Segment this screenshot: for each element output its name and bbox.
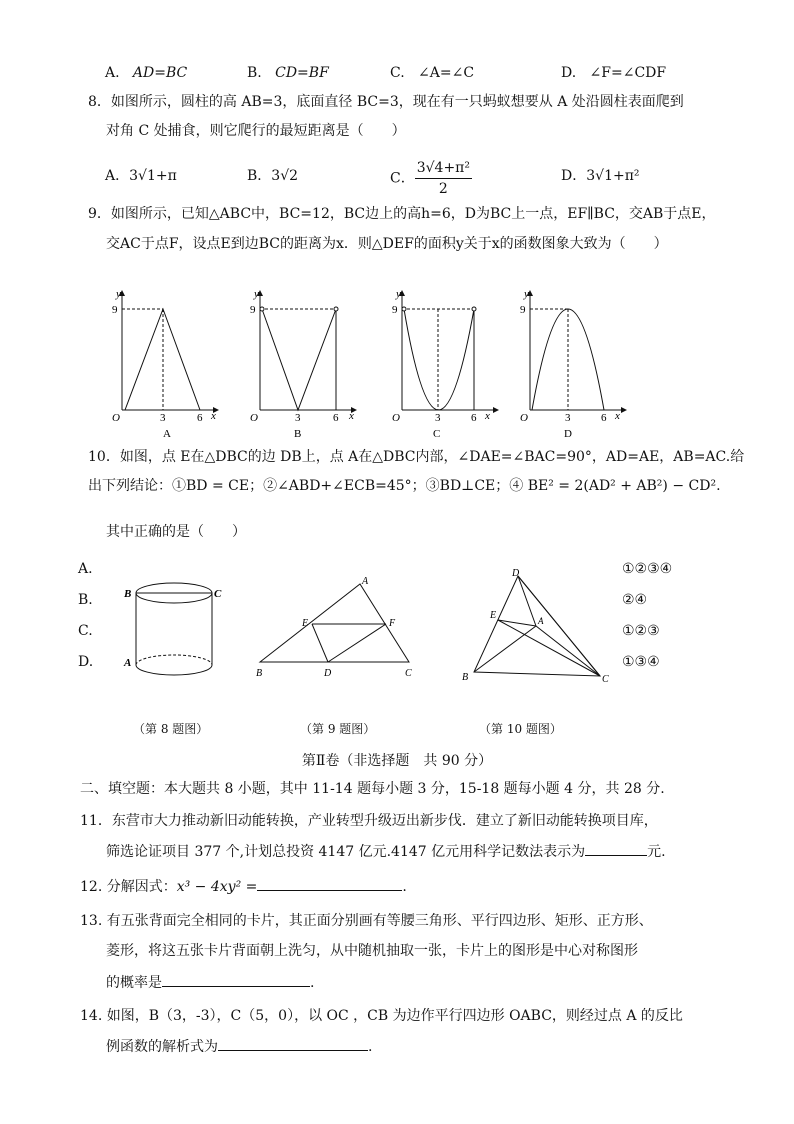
graph-a-y-label: y bbox=[116, 288, 121, 300]
q13-answer-blank[interactable] bbox=[162, 972, 310, 987]
fig9-caption: （第 9 题图） bbox=[300, 722, 376, 736]
graph-b-tick-9: 9 bbox=[250, 304, 256, 316]
graph-c-tick-9: 9 bbox=[392, 304, 398, 316]
q13-line3: 的概率是 . bbox=[106, 972, 314, 993]
graph-b-origin: O bbox=[250, 412, 258, 424]
fig10-label-e: E bbox=[490, 610, 497, 621]
section2-heading: 二、填空题：本大题共 8 小题，其中 11-14 题每小题 3 分，15-18 题每小题 4 分，共 28 分. bbox=[80, 781, 665, 797]
q12-line: 12. 分解因式：x³ − 4xy² = . bbox=[80, 876, 407, 897]
fig8-caption: （第 8 题图） bbox=[133, 722, 209, 736]
q10-stem-line2: 出下列结论：①BD = CE；②∠ABD+∠ECB=45°；③BD⊥CE；④ BE² = 2(AD² + AB²) − CD². bbox=[88, 478, 721, 494]
q7-option-a: A. AD=BC bbox=[105, 65, 188, 81]
graph-c-y-label: y bbox=[396, 288, 401, 300]
graph-d-tick-3: 3 bbox=[565, 412, 571, 424]
part2-title: 第Ⅱ卷（非选择题 共 90 分） bbox=[301, 753, 493, 769]
graph-a-origin: O bbox=[112, 412, 120, 424]
q10-option-d-value: ①③④ bbox=[622, 654, 660, 670]
graph-c-x-label: x bbox=[485, 410, 490, 422]
fig10-label-d: D bbox=[512, 568, 520, 579]
fig10-figure bbox=[462, 568, 609, 685]
q8-option-c: C． $\frac{\text{3√4+π²}}{2}$ bbox=[390, 160, 470, 197]
fig8-label-c: C bbox=[214, 588, 222, 600]
q10-option-b-label: B. bbox=[78, 592, 93, 608]
q13-line2: 菱形，将这五张卡片背面朝上洗匀，从中随机抽取一张，卡片上的图形是中心对称图形 bbox=[106, 943, 638, 959]
fig9-triangle bbox=[256, 576, 412, 679]
q8-option-c-numerator: 3√4+π² bbox=[415, 158, 472, 179]
graph-c-label: C bbox=[433, 428, 441, 440]
q10-stem-line3: 其中正确的是（ ） bbox=[106, 524, 246, 540]
graph-a-x-label: x bbox=[211, 410, 216, 422]
graph-c-tick-6: 6 bbox=[471, 412, 477, 424]
q10-option-d-label: D. bbox=[78, 654, 94, 670]
graph-c bbox=[392, 288, 498, 440]
q12-answer-blank[interactable] bbox=[257, 876, 402, 891]
q10-option-b-value: ②④ bbox=[622, 592, 648, 608]
q10-option-c-label: C. bbox=[78, 623, 93, 639]
q14-answer-blank[interactable] bbox=[218, 1036, 368, 1051]
graph-b-x-label: x bbox=[349, 410, 354, 422]
fig9-label-d: D bbox=[324, 668, 332, 679]
graph-a-tick-6: 6 bbox=[197, 412, 203, 424]
q10-option-c-value: ①②③ bbox=[622, 623, 660, 639]
fig9-label-b: B bbox=[256, 668, 263, 679]
graph-d-tick-6: 6 bbox=[601, 412, 607, 424]
fig9-label-a: A bbox=[362, 576, 369, 587]
q10-option-a-value: ①②③④ bbox=[622, 561, 673, 577]
q7-option-d: D. ∠F=∠CDF bbox=[561, 65, 667, 81]
fig10-label-b: B bbox=[462, 672, 469, 683]
graph-d-x-label: x bbox=[615, 410, 620, 422]
q7-option-b: B. CD=BF bbox=[247, 65, 329, 81]
q10-option-a-label: A. bbox=[78, 561, 93, 577]
q13-line1: 13. 有五张背面完全相同的卡片，其正面分别画有等腰三角形、平行四边形、矩形、正方形、 bbox=[80, 913, 653, 929]
q9-stem-line2: 交AC于点F，设点E到边BC的距离为x．则△DEF的面积y关于x的函数图象大致为（ ） bbox=[106, 236, 668, 252]
fig9-label-e: E bbox=[302, 618, 309, 629]
fig9-label-f: F bbox=[389, 618, 396, 629]
graph-a-tick-9: 9 bbox=[112, 304, 118, 316]
q11-answer-blank[interactable] bbox=[585, 841, 647, 856]
q7-option-c: C. ∠A=∠C bbox=[390, 65, 475, 81]
graph-b-tick-6: 6 bbox=[333, 412, 339, 424]
graph-a-label: A bbox=[163, 428, 171, 440]
graph-d-origin: O bbox=[520, 412, 528, 424]
q10-stem-line1: 10．如图，点 E在△DBC的边 DB上，点 A在△DBC内部，∠DAE=∠BAC=90°，AD=AE，AB=AC.给 bbox=[88, 449, 745, 465]
graph-d-label: D bbox=[564, 428, 572, 440]
graph-c-origin: O bbox=[392, 412, 400, 424]
fig9-label-c: C bbox=[405, 668, 412, 679]
q8-option-b: B．3√2 bbox=[247, 168, 299, 184]
graph-a bbox=[112, 288, 218, 440]
q11-line1: 11．东营市大力推动新旧动能转换，产业转型升级迈出新步伐．建立了新旧动能转换项目库， bbox=[80, 813, 658, 829]
graph-c-tick-3: 3 bbox=[435, 412, 441, 424]
graph-b-tick-3: 3 bbox=[295, 412, 301, 424]
graph-b-y-label: y bbox=[254, 288, 259, 300]
fig8-cylinder bbox=[123, 583, 222, 675]
figures-row bbox=[110, 568, 630, 688]
q11-line2: 筛选论证项目 377 个,计划总投资 4147 亿元.4147 亿元用科学记数法表示为 元. bbox=[106, 841, 666, 862]
fig8-label-a: A bbox=[124, 657, 132, 669]
fig10-label-a: A bbox=[538, 616, 544, 626]
graph-d bbox=[520, 288, 626, 440]
q8-option-c-denominator: 2 bbox=[438, 181, 448, 197]
fig10-caption: （第 10 题图） bbox=[479, 722, 562, 736]
graph-a-tick-3: 3 bbox=[160, 412, 166, 424]
q14-line2: 例函数的解析式为 . bbox=[106, 1036, 372, 1057]
q9-graphs bbox=[110, 283, 630, 443]
q14-line1: 14. 如图，B（3，-3），C（5，0），以 OC ，CB 为边作平行四边形 OABC，则经过点 A 的反比 bbox=[80, 1008, 683, 1024]
q8-stem-line1: 8．如图所示，圆柱的高 AB=3，底面直径 BC=3，现在有一只蚂蚁想要从 A 处沿圆柱表面爬到 bbox=[88, 94, 684, 110]
graph-b-label: B bbox=[294, 428, 302, 440]
q8-option-d: D．3√1+π² bbox=[561, 168, 640, 184]
q9-stem-line1: 9．如图所示，已知△ABC中，BC=12，BC边上的高h=6，D为BC上一点，EF∥BC，交AB于点E， bbox=[88, 206, 716, 222]
fig10-label-c: C bbox=[602, 674, 609, 685]
q8-option-a: A．3√1+π bbox=[105, 168, 177, 184]
q8-stem-line2: 对角 C 处捕食，则它爬行的最短距离是（ ） bbox=[106, 123, 406, 139]
fig8-label-b: B bbox=[124, 588, 132, 600]
q10-conclusions: ①BD = CE；②∠ABD+∠ECB=45°；③BD⊥CE；④ BE² = 2(AD² + AB²) − CD². bbox=[172, 478, 721, 494]
graph-b bbox=[250, 288, 356, 440]
graph-d-tick-9: 9 bbox=[520, 304, 526, 316]
graph-d-y-label: y bbox=[524, 288, 529, 300]
